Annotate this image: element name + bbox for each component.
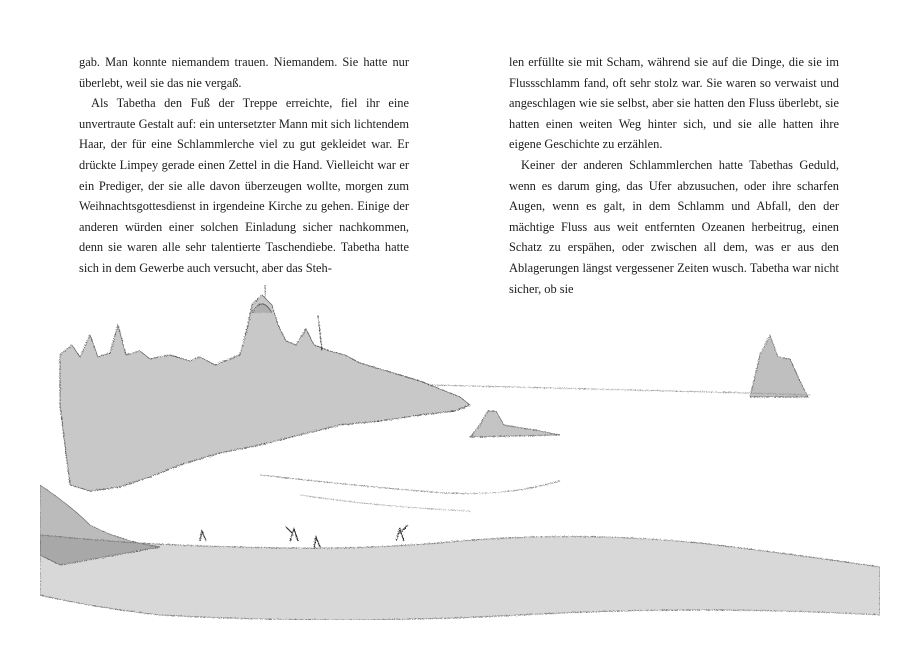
paragraph: len erfüllte sie mit Scham, während sie auf die Dinge, die sie im Flussschlamm fand, oft sehr stolz war. Sie waren so verwaist und angeschlagen wie sie selbst, aber sie hatten den Fluss überlebt, sie hatten einen weiten Weg hinter sich, und sie alle hatten ihre eigene Geschichte zu erzählen. [509, 55, 839, 152]
foreground-mudflats [40, 535, 880, 620]
distant-tower [750, 335, 808, 397]
island [470, 411, 560, 437]
river-cityscape-illustration [0, 285, 920, 666]
paragraph: Als Tabetha den Fuß der Treppe erreichte, fiel ihr eine unvertraute Gestalt auf: ein untersetzter Mann mit sich lichtendem Haar, der für eine Schlammlerche viel zu gut gekleidet war. Er drückte Limpey gerade einen Zettel in die Hand. Vielleicht war er ein Prediger, der sie alle davon überzeugen wollte, morgen zum Weihnachtsgottesdienst in irgendeine Kirche zu gehen. Einige der anderen würden einer solchen Einladung sicher nachkommen, denn sie waren alle sehr talentierte Taschendiebe. Tabetha hatte sich in dem Gewerbe auch versucht, aber das Steh- [79, 96, 409, 275]
mudlark-figures [200, 525, 408, 547]
city-skyline [60, 285, 470, 491]
paragraph: Keiner der anderen Schlammlerchen hatte Tabethas Geduld, wenn es darum ging, das Ufer abzusuchen, oder ihre scharfen Augen, wenn es galt, in dem Schlamm und Abfall, den der mächtige Fluss aus weit entfernten Ozeanen herbeitrug, einen Schatz zu erspähen, oder zwischen all dem, was er aus den Ablagerungen längst vergessener Zeiten wusch. Tabetha war nicht sicher, ob sie [509, 157, 839, 296]
paragraph: gab. Man konnte niemandem trauen. Niemandem. Sie hatte nur überlebt, weil sie das nie vergaß. [79, 55, 409, 90]
left-page-text [79, 52, 409, 279]
right-page-text [509, 52, 839, 299]
